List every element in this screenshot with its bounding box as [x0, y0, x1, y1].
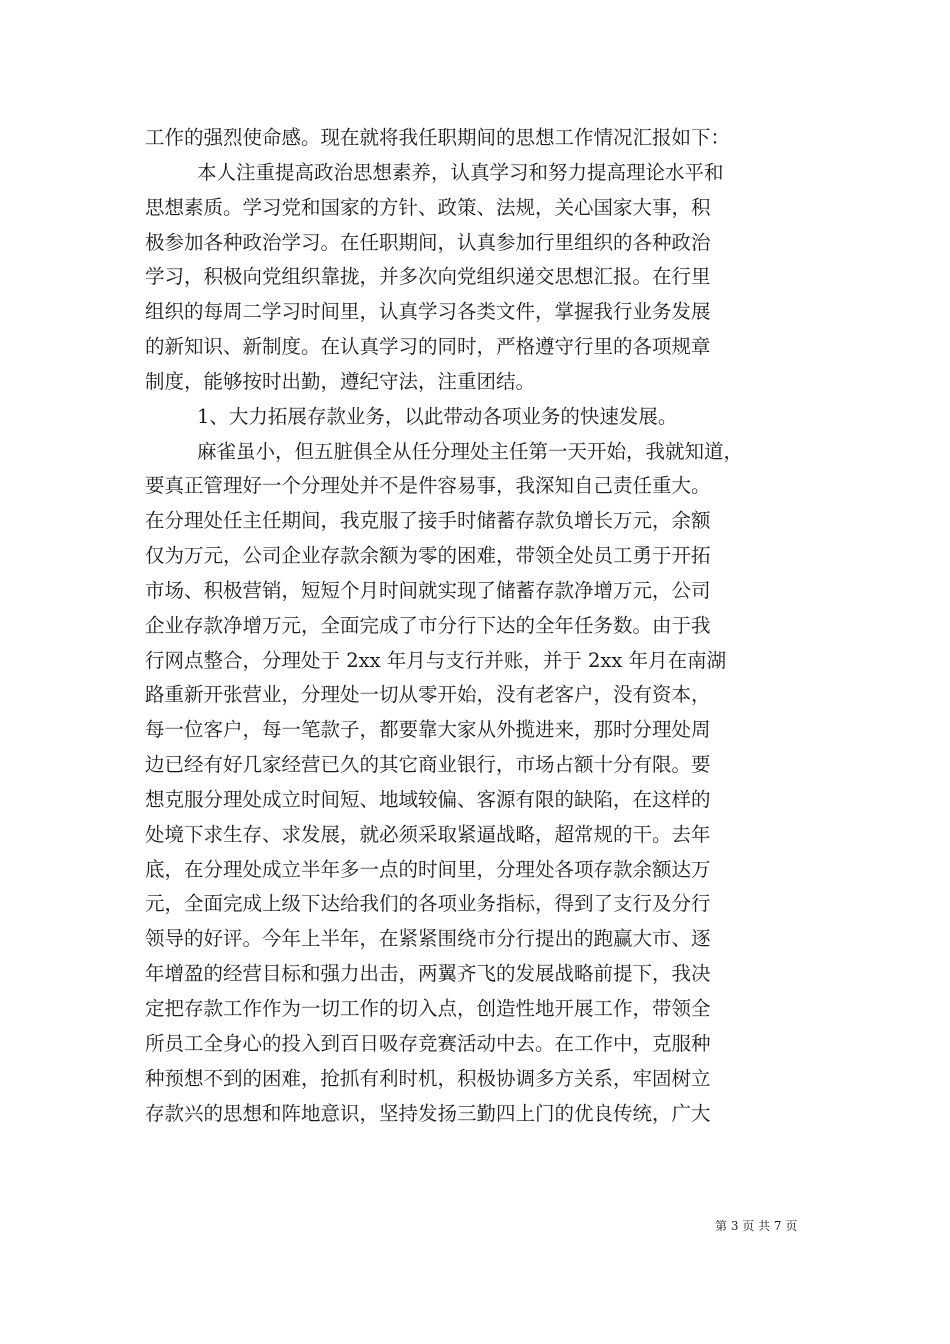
text-line: 路重新开张营业，分理处一切从零开始，没有老客户，没有资本， [145, 683, 711, 706]
paragraph-start-line: 麻雀虽小，但五脏俱全从任分理处主任第一天开始，我就知道， [197, 440, 744, 463]
text-line: 在分理处任主任期间，我克服了接手时储蓄存款负增长万元，余额 [145, 509, 711, 532]
text-line: 定把存款工作作为一切工作的切入点，创造性地开展工作，带领全 [145, 997, 711, 1020]
text-line: 工作的强烈使命感。现在就将我任职期间的思想工作情况汇报如下： [145, 126, 731, 149]
text-line: 领导的好评。今年上半年，在紧紧围绕市分行提出的跑赢大市、逐 [145, 927, 711, 950]
text-line: 市场、积极营销，短短个月时间就实现了储蓄存款净增万元，公司 [145, 579, 711, 602]
text-line: 年增盈的经营目标和强力出击，两翼齐飞的发展战略前提下，我决 [145, 962, 711, 985]
text-line: 元，全面完成上级下达给我们的各项业务指标，得到了支行及分行 [145, 892, 711, 915]
page-number-footer: 第 3 页 共 7 页 [715, 1219, 798, 1233]
text-line: 存款兴的思想和阵地意识，坚持发扬三勤四上门的优良传统，广大 [145, 1102, 711, 1125]
paragraph-start-line: 本人注重提高政治思想素养，认真学习和努力提高理论水平和 [197, 161, 724, 184]
text-line: 底，在分理处成立半年多一点的时间里，分理处各项存款余额达万 [145, 858, 711, 881]
text-line: 学习，积极向党组织靠拢，并多次向党组织递交思想汇报。在行里 [145, 265, 711, 288]
text-line: 行网点整合，分理处于 2xx 年月与支行并账，并于 2xx 年月在南湖 [145, 649, 727, 672]
text-line: 企业存款净增万元，全面完成了市分行下达的全年任务数。由于我 [145, 614, 711, 637]
text-line: 的新知识、新制度。在认真学习的同时，严格遵守行里的各项规章 [145, 335, 711, 358]
text-line: 每一位客户，每一笔款子，都要靠大家从外揽进来，那时分理处周 [145, 718, 711, 741]
text-line: 组织的每周二学习时间里，认真学习各类文件，掌握我行业务发展 [145, 300, 711, 323]
text-line: 种预想不到的困难，抢抓有利时机，积极协调多方关系，牢固树立 [145, 1067, 711, 1090]
text-line: 仅为万元，公司企业存款余额为零的困难，带领全处员工勇于开拓 [145, 544, 711, 567]
section-heading-line: 1、大力拓展存款业务，以此带动各项业务的快速发展。 [197, 405, 678, 428]
text-line: 所员工全身心的投入到百日吸存竞赛活动中去。在工作中，克服种 [145, 1032, 711, 1055]
text-line: 处境下求生存、求发展，就必须采取紧逼战略，超常规的干。去年 [145, 823, 711, 846]
text-line: 想克服分理处成立时间短、地域较偏、客源有限的缺陷，在这样的 [145, 788, 711, 811]
text-line: 思想素质。学习党和国家的方针、政策、法规，关心国家大事，积 [145, 196, 711, 219]
text-line: 边已经有好几家经营已久的其它商业银行，市场占额十分有限。要 [145, 753, 711, 776]
text-line: 要真正管理好一个分理处并不是件容易事，我深知自己责任重大。 [145, 474, 711, 497]
text-line: 极参加各种政治学习。在任职期间，认真参加行里组织的各种政治 [145, 231, 711, 254]
text-line: 制度，能够按时出勤，遵纪守法，注重团结。 [145, 370, 536, 393]
